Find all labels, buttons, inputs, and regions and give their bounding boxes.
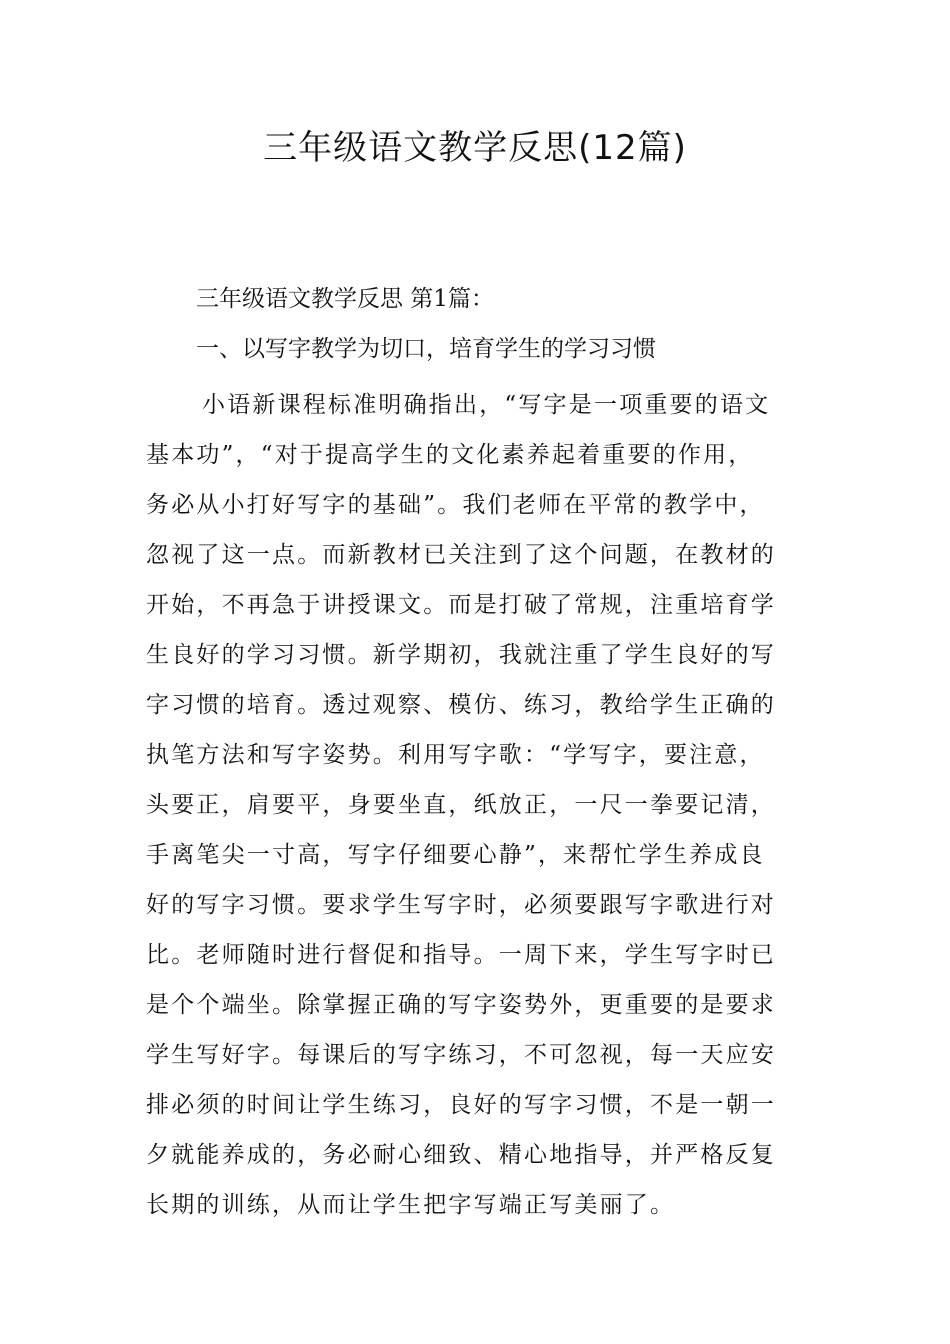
section-heading: 一、以写字教学为切口，培育学生的学习习惯 <box>196 336 656 362</box>
paragraph-line: 务必从小打好写字的基础”。我们老师在平常的教学中， <box>146 492 765 518</box>
paragraph-line: 头要正，肩要平，身要坐直，纸放正，一尺一拳要记清， <box>146 792 776 818</box>
paragraph-line: 排必须的时间让学生练习，良好的写字习惯，不是一朝一 <box>146 1092 776 1118</box>
paragraph-line: 是个个端坐。除掌握正确的写字姿势外，更重要的是要求 <box>146 992 776 1018</box>
paragraph-line: 手离笔尖一寸高，写字仔细要心静”，来帮忙学生养成良 <box>146 842 765 868</box>
paragraph-line: 夕就能养成的，务必耐心细致、精心地指导，并严格反复 <box>146 1142 776 1168</box>
paragraph-line: 执笔方法和写字姿势。利用写字歌：“学写字，要注意， <box>146 742 765 768</box>
paragraph-line: 比。老师随时进行督促和指导。一周下来，学生写字时已 <box>146 942 776 968</box>
document-title: 三年级语文教学反思(12篇) <box>263 128 687 168</box>
paragraph-line: 小语新课程标准明确指出，“写字是一项重要的语文 <box>202 392 771 418</box>
paragraph-line: 忽视了这一点。而新教材已关注到了这个问题，在教材的 <box>146 542 776 568</box>
paragraph-line: 长期的训练，从而让学生把字写端正写美丽了。 <box>146 1192 676 1218</box>
paragraph-line: 基本功”，“对于提高学生的文化素养起着重要的作用， <box>146 442 754 468</box>
article-subtitle: 三年级语文教学反思 第1篇： <box>196 286 494 312</box>
paragraph-line: 生良好的学习习惯。新学期初，我就注重了学生良好的写 <box>146 642 776 668</box>
paragraph-line: 字习惯的培育。透过观察、模仿、练习，教给学生正确的 <box>146 692 776 718</box>
paragraph-line: 开始，不再急于讲授课文。而是打破了常规，注重培育学 <box>146 592 776 618</box>
paragraph-line: 好的写字习惯。要求学生写字时，必须要跟写字歌进行对 <box>146 892 776 918</box>
paragraph-line: 学生写好字。每课后的写字练习，不可忽视，每一天应安 <box>146 1042 776 1068</box>
body-paragraph <box>146 380 806 1230</box>
